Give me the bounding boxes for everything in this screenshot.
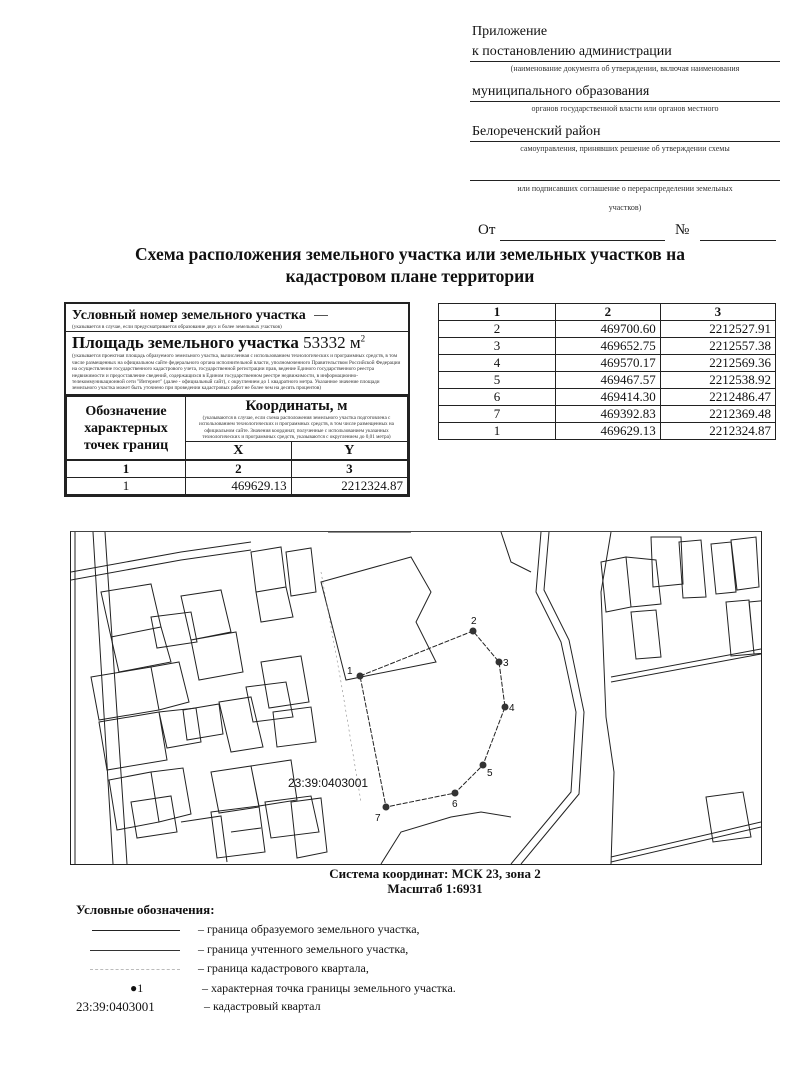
- point-label-3: 3: [503, 658, 509, 669]
- header-municipality: муниципального образования: [472, 84, 650, 99]
- x-cell: 469570.17: [556, 355, 661, 372]
- quarter-text-icon: 23:39:0403001: [76, 999, 155, 1014]
- col-y-header: Y: [291, 442, 407, 461]
- number-field[interactable]: [700, 240, 776, 241]
- legend-text: – граница учтенного земельного участка,: [198, 942, 409, 956]
- point-cell: 5: [439, 372, 556, 389]
- y-cell: 2212538.92: [660, 372, 775, 389]
- parcel-boundary: [347, 616, 515, 824]
- x-cell: 469392.83: [556, 406, 661, 423]
- table-row: [439, 355, 776, 372]
- y-cell: 2212569.36: [660, 355, 775, 372]
- legend-text: – граница образуемого земельного участка,: [198, 922, 420, 936]
- x-cell: 469629.13: [556, 423, 661, 440]
- y-cell: 2212527.91: [660, 321, 775, 338]
- col-num-1: 1: [439, 304, 556, 321]
- col-num-2: 2: [186, 460, 292, 478]
- table-row: [439, 389, 776, 406]
- y-cell: 2212369.48: [660, 406, 775, 423]
- area-note: (указывается проектная площадь образуемого земельного участка, вычисленная с использованием технологических и программных средств, в том числе размещенных на официальном сайте федерального органа исполнительной власти, уполномоченного Правительством Российской Федерации на осуществление государственного кадастрового учета, государственной регистрации прав, ведение Единого государственного реестра недвижимости и предоставление сведений, содержащихся в Едином государственном реестре недвижимости, в информационно-телекоммуникационной сети "Интернет" (далее - официальный сайт), с округлением до 1 квадратного метра. Указанное значение площади земельного участка может быть уточнено при проведении кадастровых работ не более чем на десять процентов): [72, 353, 401, 392]
- x-cell: 469414.30: [556, 389, 661, 406]
- header-note-4: или подписавших соглашение о перераспределении земельных: [517, 184, 733, 193]
- table-row: [439, 372, 776, 389]
- legend-title: Условные обозначения:: [76, 902, 215, 917]
- col-num-3: 3: [660, 304, 775, 321]
- coords-title: Координаты, м: [245, 397, 348, 414]
- cadastral-map: [70, 531, 762, 865]
- x-cell: 469700.60: [556, 321, 661, 338]
- area-unit-sup: 2: [360, 333, 366, 344]
- legend-text: – кадастровый квартал: [204, 999, 321, 1013]
- header-note-2: органов государственной власти или органов местного: [531, 104, 719, 113]
- area-row: [66, 332, 408, 395]
- header-note-5: участков): [608, 203, 642, 212]
- header-rule: [470, 61, 780, 62]
- point-cell: 3: [439, 338, 556, 355]
- col-point-header: Обозначение характерных точек границ: [67, 396, 186, 460]
- conditional-number-dash: [314, 315, 328, 316]
- point-label-7: 7: [375, 813, 381, 824]
- area-value: 53332: [303, 333, 346, 353]
- table-row: [67, 478, 408, 495]
- header-district: Белореченский район: [472, 124, 601, 139]
- point-label-6: 6: [452, 799, 458, 810]
- col-coords-header: [186, 396, 408, 442]
- point-label-1: 1: [347, 666, 353, 677]
- header-rule: [470, 180, 780, 181]
- col-x-header: X: [186, 442, 292, 461]
- y-cell: 2212486.47: [660, 389, 775, 406]
- area-unit: м: [349, 333, 361, 353]
- conditional-number-note: (указывается в случае, если предусматривается образование двух и более земельных участков): [72, 324, 282, 330]
- area-label: Площадь земельного участка: [72, 333, 299, 353]
- x-cell: 469652.75: [556, 338, 661, 355]
- col-num-3: 3: [291, 460, 407, 478]
- header-rule: [470, 101, 780, 102]
- thin-line-icon: [80, 942, 190, 958]
- page-title: [90, 243, 730, 287]
- title-line-2: кадастровом плане территории: [285, 266, 535, 286]
- date-field[interactable]: [500, 240, 665, 241]
- point-cell: 6: [439, 389, 556, 406]
- x-cell: 469467.57: [556, 372, 661, 389]
- y-cell: 2212324.87: [291, 478, 407, 495]
- table-row: [439, 423, 776, 440]
- point-cell: 7: [439, 406, 556, 423]
- dashed-line-icon: [80, 961, 190, 977]
- header-note-3: самоуправления, принявших решение об утверждении схемы: [520, 144, 730, 153]
- table-row: [439, 321, 776, 338]
- map-scale: Масштаб 1:6931: [387, 881, 483, 896]
- x-cell: 469629.13: [186, 478, 292, 495]
- number-label: №: [675, 222, 690, 238]
- map-caption: [280, 866, 590, 896]
- col-num-2: 2: [556, 304, 661, 321]
- y-cell: 2212324.87: [660, 423, 775, 440]
- point-cell: 4: [439, 355, 556, 372]
- area-heading: [72, 333, 402, 353]
- parcel-info-table: [64, 302, 410, 497]
- solid-line-icon: [80, 922, 190, 938]
- coords-note: (указываются в случае, если схема расположения земельного участка подготовлена с использованием технологических и программных средств, в том числе размещенных на официальном сайте. Значения координат, полученные с использованием указанных технологических и программных средств, указываются с округлением до 0,01 метра): [199, 414, 394, 441]
- conditional-number-label: Условный номер земельного участка: [72, 308, 306, 323]
- point-label-5: 5: [487, 768, 493, 779]
- header-note-1: (наименование документа об утверждении, включая наименования: [510, 64, 740, 73]
- point-cell: 1: [439, 423, 556, 440]
- legend-text: – характерная точка границы земельного участка.: [202, 981, 456, 995]
- table-row: [439, 406, 776, 423]
- coord-system: Система координат: МСК 23, зона 2: [329, 866, 541, 881]
- conditional-number-row: [66, 304, 408, 332]
- col-num-1: 1: [67, 460, 186, 478]
- point-cell: 2: [439, 321, 556, 338]
- coords-table: [66, 396, 408, 496]
- boundary-point-icon: ●1: [130, 981, 144, 995]
- header-appendix: Приложение: [472, 24, 548, 39]
- quarter-label: 23:39:0403001: [288, 776, 369, 790]
- date-label: От: [478, 222, 496, 238]
- point-label-4: 4: [509, 703, 515, 714]
- title-line-1: Схема расположения земельного участка или земельных участков на: [135, 244, 685, 264]
- y-cell: 2212557.38: [660, 338, 775, 355]
- header-rule: [470, 141, 780, 142]
- legend-text: – граница кадастрового квартала,: [198, 961, 369, 975]
- point-cell: 1: [67, 478, 186, 495]
- map-drawing: [71, 532, 761, 864]
- header-resolution: к постановлению администрации: [472, 44, 672, 59]
- point-label-2: 2: [471, 616, 477, 627]
- table-row: [439, 338, 776, 355]
- coords-continuation-table: [438, 303, 776, 440]
